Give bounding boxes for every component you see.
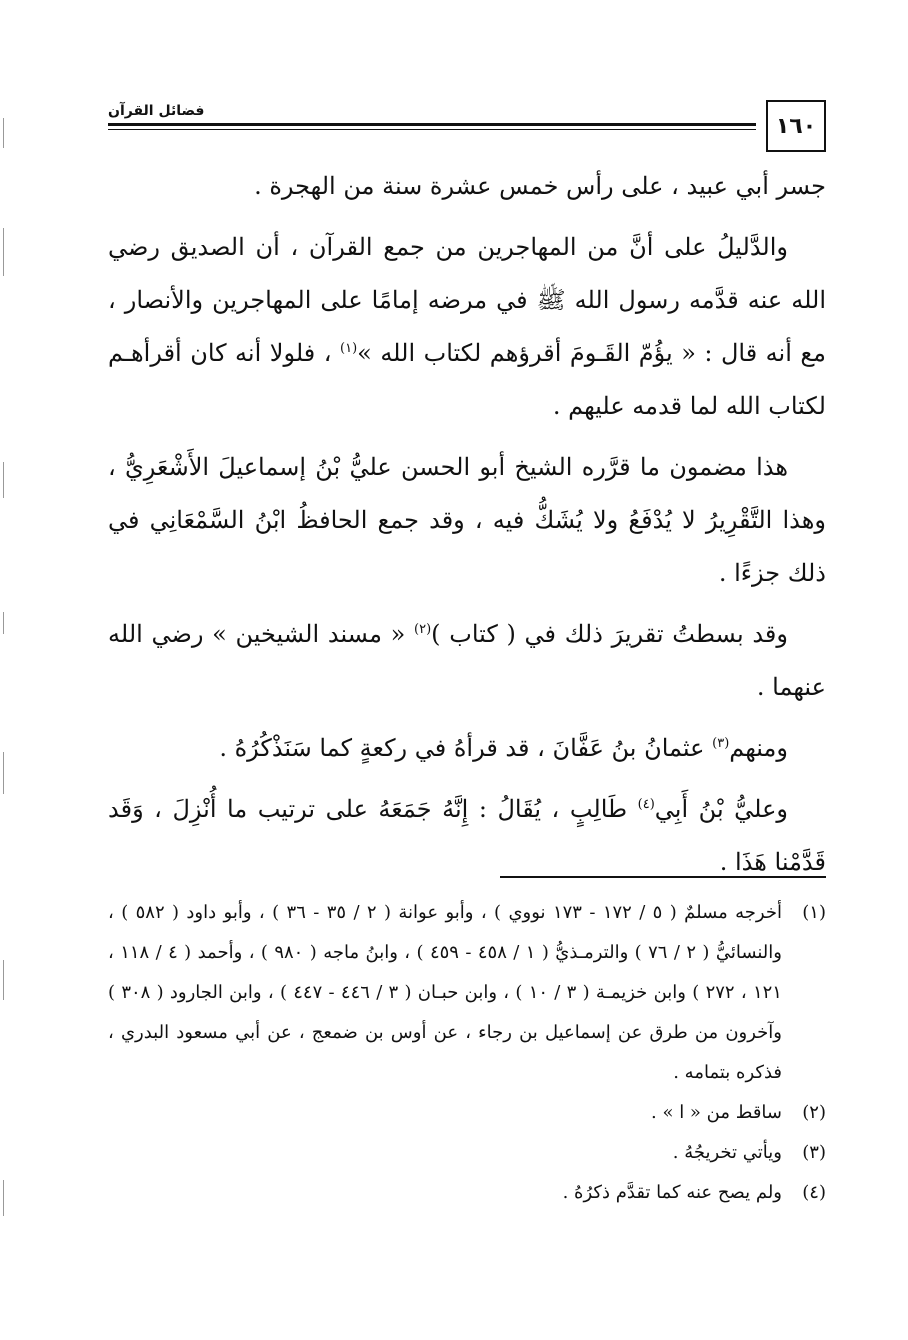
footnote-ref: (١) xyxy=(340,341,358,356)
footnote-ref: (٢) xyxy=(414,622,432,637)
paragraph-text: عثمانُ بنُ عَفَّانَ ، قد قرأهُ في ركعةٍ كما سَنَذْكُرُهُ . xyxy=(219,734,705,762)
paragraph-text: ومنهم xyxy=(729,734,788,762)
page-number: ١٦٠ xyxy=(766,100,826,152)
paragraph-text: هذا مضمون ما قرَّره الشيخ أبو الحسن عليُّ بْنُ إسماعيلَ الأَشْعَرِيُّ ، وهذا التَّقْرِيرُ لا يُدْفَعُ ولا يُشَكُّ فيه ، وقد جمع الحافظُ ابْنُ السَّمْعَانِي في ذلك جزءًا . xyxy=(108,453,826,587)
paragraph xyxy=(108,441,826,600)
main-text xyxy=(108,160,826,897)
footnote xyxy=(108,1173,826,1213)
footnote-text: ويأتي تخريجُهُ . xyxy=(672,1142,782,1163)
footnote-text: ساقط من « ا » . xyxy=(651,1102,782,1123)
footnote xyxy=(108,893,826,1093)
paragraph-text: جسر أبي عبيد ، على رأس خمس عشرة سنة من الهجرة . xyxy=(254,172,826,200)
footnote xyxy=(108,1133,826,1173)
footnote-number: (٤) xyxy=(802,1182,826,1203)
footnote-number: (٣) xyxy=(802,1142,826,1163)
footnote-text: ولم يصح عنه كما تقدَّم ذكرُهُ . xyxy=(562,1182,782,1203)
paragraph-text: وعليُّ بْنُ أَبِي xyxy=(654,795,789,823)
paragraph xyxy=(108,608,826,714)
running-title: فضائل القرآن xyxy=(108,103,205,119)
scan-edge-mark xyxy=(3,228,4,276)
footnote-number: (٢) xyxy=(802,1102,826,1123)
footnote-ref: (٣) xyxy=(712,736,730,751)
footnote-separator xyxy=(500,876,826,878)
paragraph xyxy=(108,221,826,433)
footnote-number: (١) xyxy=(802,902,826,923)
paragraph xyxy=(108,783,826,889)
scan-edge-mark xyxy=(3,118,4,148)
scan-edge-mark xyxy=(3,1180,4,1216)
scan-edge-mark xyxy=(3,612,4,634)
footnote-text: أخرجه مسلمٌ ( ٥ / ١٧٢ - ١٧٣ نووي ) ، وأبو عوانة ( ٢ / ٣٥ - ٣٦ ) ، وأبو داود ( ٥٨٢ ) ، والنسائيُّ ( ٢ / ٧٦ ) والترمـذيُّ ( ١ / ٤٥٨ - ٤٥٩ ) ، وابنُ ماجه ( ٩٨٠ ) ، وأحمد ( ٤ / ١١٨ ، ١٢١ ، ٢٧٢ ) وابن خزيمـة ( ٣ / ١٠ ) ، وابن حبـان ( ٣ / ٤٤٦ - ٤٤٧ ) ، وابن الجارود ( ٣٠٨ ) وآخرون من طرق عن إسماعيل بن رجاء ، عن أوس بن ضمعج ، عن أبي مسعود البدري ، فذكره بتمامه . xyxy=(108,902,782,1083)
scan-edge-mark xyxy=(3,752,4,794)
paragraph-text: « مسند الشيخين » رضي الله عنهما . xyxy=(108,620,826,701)
header-rule-thin xyxy=(108,129,756,130)
footnote-ref: (٤) xyxy=(637,797,655,812)
paragraph-text: والدَّليلُ على أنَّ من المهاجرين من جمع القرآن ، أن الصديق رضي الله عنه قدَّمه رسول الله ﷺ في مرضه إمامًا على المهاجرين والأنصار ، مع أنه قال : « يؤُمّ القَـومَ أقرؤهم لكتاب الله » xyxy=(108,233,826,367)
paragraph-text: ، فلولا أنه كان أقرأهـم لكتاب الله لما قدمه عليهم . xyxy=(108,339,826,420)
footnote xyxy=(108,1093,826,1133)
paragraph-text: وقد بسطتُ تقريرَ ذلك في ( كتاب ) xyxy=(431,620,788,648)
paragraph xyxy=(108,160,826,213)
footnotes xyxy=(108,893,826,1213)
scan-edge-mark xyxy=(3,960,4,1000)
paragraph xyxy=(108,722,826,775)
scan-edge-mark xyxy=(3,462,4,498)
paragraph-text: طَالِبٍ ، يُقَالُ : إِنَّهُ جَمَعَهُ على ترتيب ما أُنْزِلَ ، وَقَد قَدَّمْنا هَذَا . xyxy=(108,795,826,876)
header-rule-thick xyxy=(108,123,756,126)
